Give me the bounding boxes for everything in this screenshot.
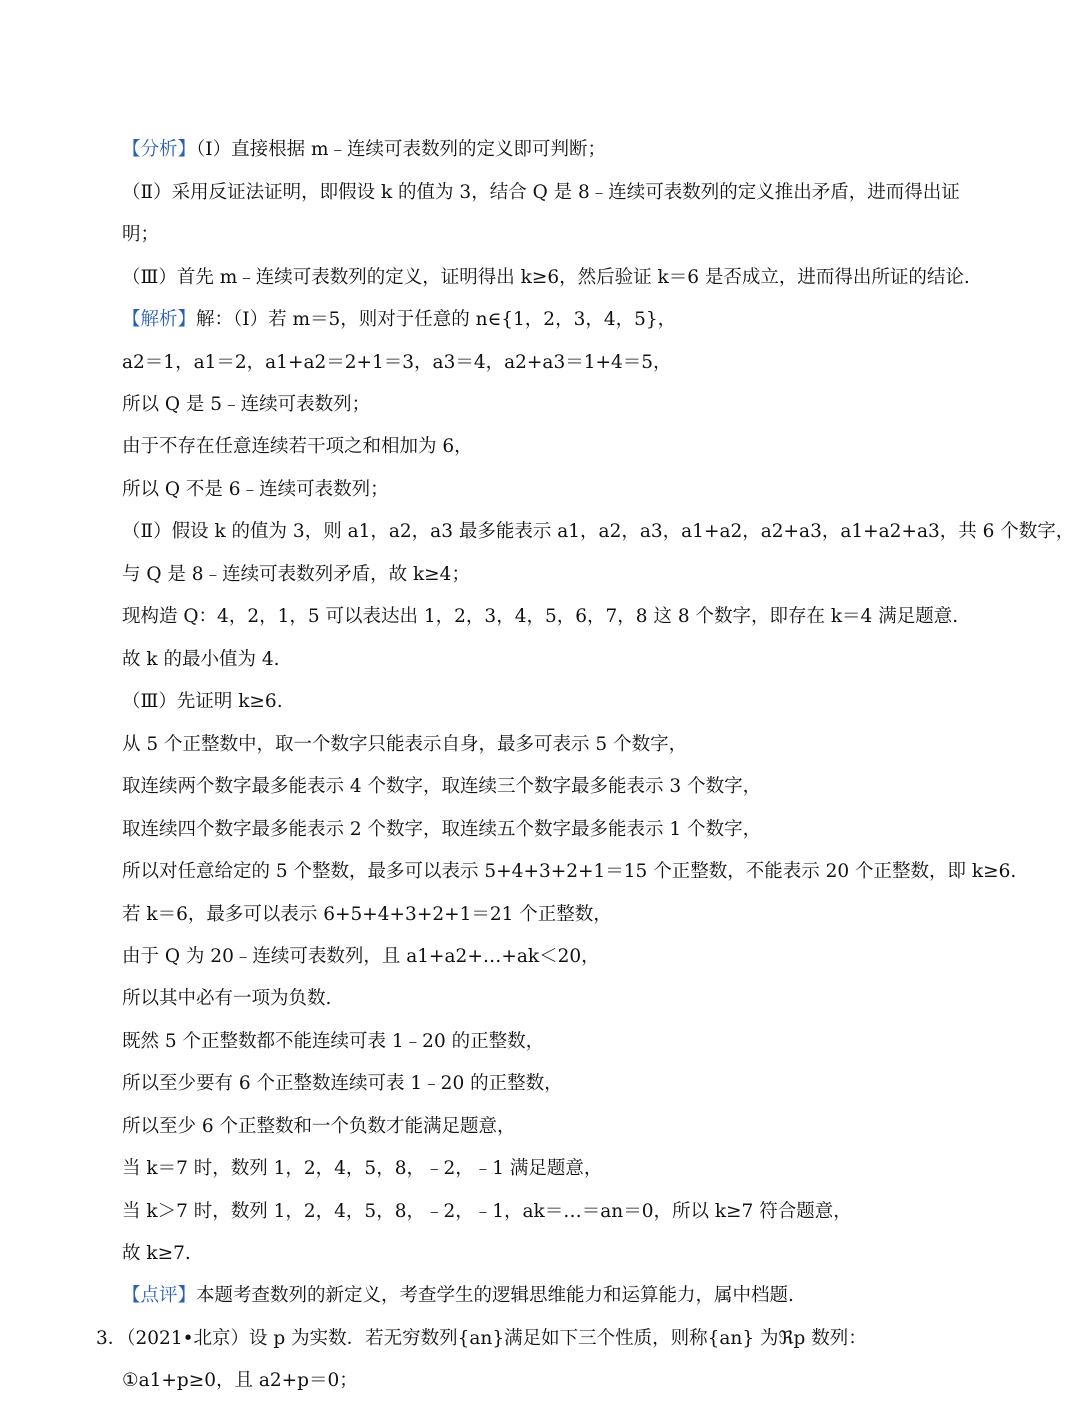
solution-line-18: 既然 5 个正整数都不能连续可表 1﹣20 的正整数， (122, 1031, 545, 1052)
analysis-line-3: 明； (122, 224, 160, 245)
comment-text: 本题考查数列的新定义，考查学生的逻辑思维能力和运算能力，属中档题. (196, 1285, 794, 1306)
solution-line-17: 所以其中必有一项为负数. (122, 988, 332, 1009)
solution-line-23: 故 k≥7. (122, 1243, 191, 1264)
analysis-line-2: （Ⅱ）采用反证法证明，即假设 k 的值为 3，结合 Q 是 8﹣连续可表数列的定义推出矛盾，进而得出证 (122, 182, 960, 203)
solution-line-9: 故 k 的最小值为 4. (122, 649, 280, 670)
solution-tag: 【解析】 (122, 309, 197, 330)
solution-line-11: 从 5 个正整数中，取一个数字只能表示自身，最多可表示 5 个数字， (122, 734, 688, 755)
solution-line-3: 所以 Q 是 5﹣连续可表数列； (122, 394, 371, 415)
solution-line-22: 当 k＞7 时，数列 1，2，4，5，8，﹣2，﹣1，ak＝…＝an＝0，所以 k≥7 符合题意， (122, 1201, 852, 1222)
solution-line-16: 由于 Q 为 20﹣连续可表数列，且 a1+a2+…+ak＜20， (122, 946, 600, 967)
solution-line-12: 取连续两个数字最多能表示 4 个数字，取连续三个数字最多能表示 3 个数字， (122, 776, 762, 797)
analysis-tag: 【分析】 (122, 139, 197, 160)
analysis-line-4: （Ⅲ）首先 m﹣连续可表数列的定义，证明得出 k≥6，然后验证 k＝6 是否成立，进而得出所证的结论. (122, 267, 970, 288)
solution-line-1 (122, 307, 676, 333)
solution-text-1: 解：（Ⅰ）若 m＝5，则对于任意的 n∈{1，2，3，4，5}， (196, 309, 677, 330)
solution-line-5: 所以 Q 不是 6﹣连续可表数列； (122, 479, 389, 500)
problem-3-statement: 3．（2021•北京）设 p 为实数．若无穷数列{an}满足如下三个性质，则称{an} 为ℜp 数列： (96, 1328, 867, 1349)
solution-line-14: 所以对任意给定的 5 个整数，最多可以表示 5+4+3+2+1＝15 个正整数，不能表示 20 个正整数，即 k≥6. (122, 861, 1017, 882)
analysis-text-1: （Ⅰ）直接根据 m﹣连续可表数列的定义即可判断； (196, 139, 606, 160)
solution-line-21: 当 k＝7 时，数列 1，2，4，5，8，﹣2，﹣1 满足题意， (122, 1158, 603, 1179)
solution-line-2: a2＝1，a1＝2，a1+a2＝2+1＝3，a3＝4，a2+a3＝1+4＝5， (122, 352, 672, 373)
solution-line-4: 由于不存在任意连续若干项之和相加为 6， (122, 436, 473, 457)
solution-line-8: 现构造 Q：4，2，1，5 可以表达出 1，2，3，4，5，6，7，8 这 8 个数字，即存在 k＝4 满足题意. (122, 606, 959, 627)
solution-line-10: （Ⅲ）先证明 k≥6. (122, 691, 283, 712)
solution-line-15: 若 k＝6，最多可以表示 6+5+4+3+2+1＝21 个正整数， (122, 904, 612, 925)
solution-line-6: （Ⅱ）假设 k 的值为 3，则 a1，a2，a3 最多能表示 a1，a2，a3，a1+a2，a2+a3，a1+a2+a3，共 6 个数字， (122, 521, 1075, 542)
analysis-line-1 (122, 137, 606, 163)
solution-line-19: 所以至少要有 6 个正整数连续可表 1﹣20 的正整数， (122, 1073, 563, 1094)
solution-line-7: 与 Q 是 8﹣连续可表数列矛盾，故 k≥4； (122, 564, 470, 585)
solution-line-13: 取连续四个数字最多能表示 2 个数字，取连续五个数字最多能表示 1 个数字， (122, 819, 762, 840)
comment-tag: 【点评】 (122, 1285, 197, 1306)
comment-line (122, 1283, 794, 1309)
problem-3-condition-1: ①a1+p≥0，且 a2+p＝0； (122, 1370, 358, 1391)
solution-line-20: 所以至少 6 个正整数和一个负数才能满足题意， (122, 1116, 516, 1137)
